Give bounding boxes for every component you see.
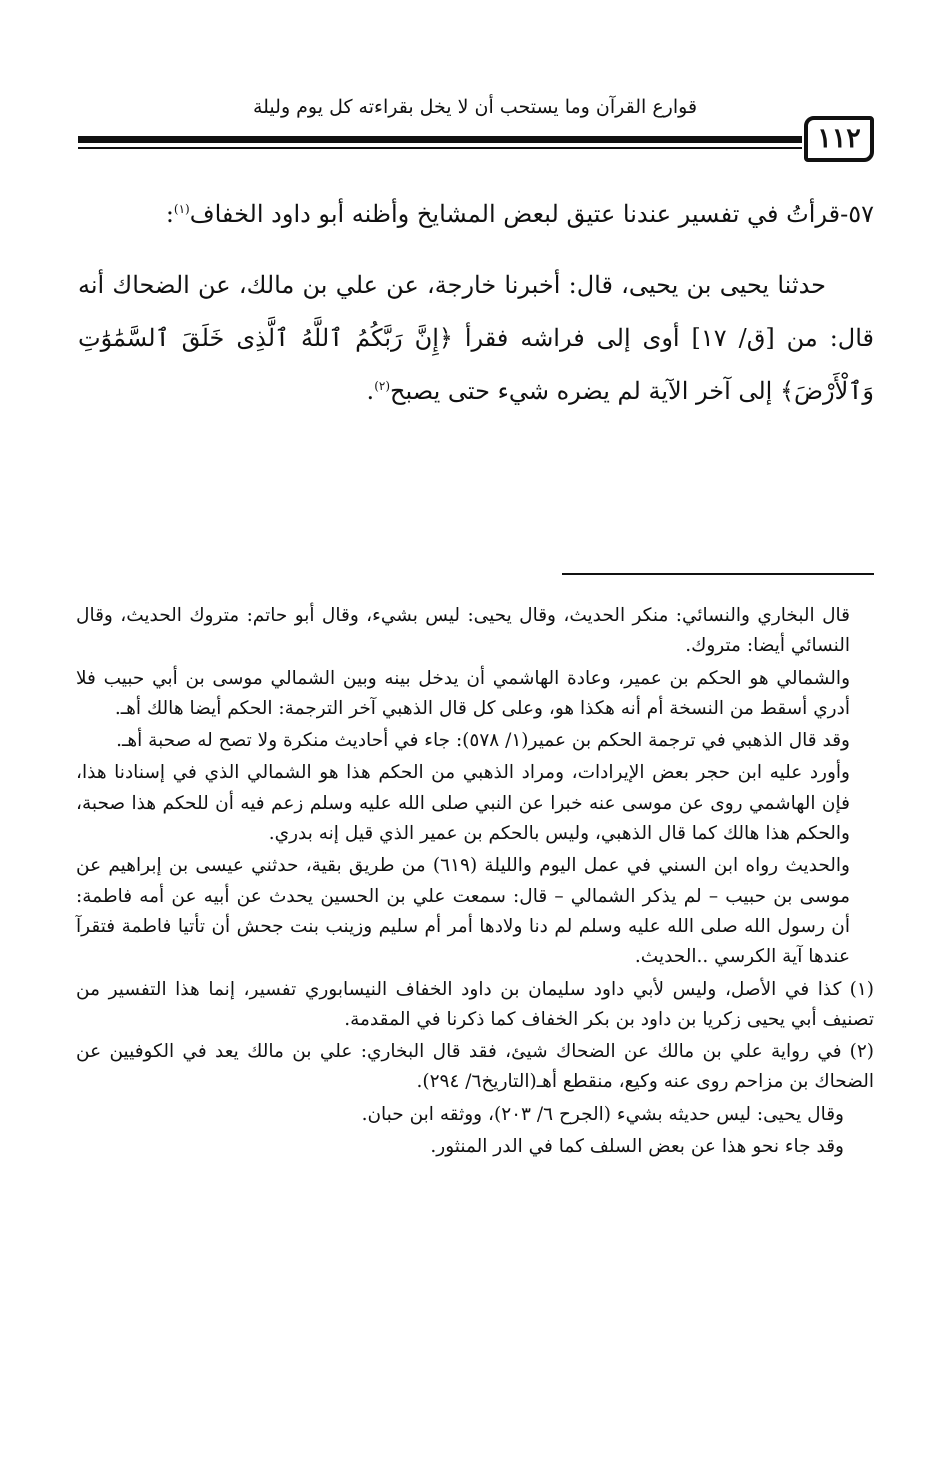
footnote-continuation-3: وقد قال الذهبي في ترجمة الحكم بن عمير(١/ ٥٧٨): جاء في أحاديث منكرة ولا تصح له صحبة أهـ.	[116, 730, 850, 752]
footnote-1	[76, 975, 874, 1036]
hadith-paragraph	[78, 259, 874, 418]
page-number: ١١٢	[804, 116, 874, 162]
hadith-heading-text: ٥٧-قرأتُ في تفسير عندنا عتيق لبعض المشايخ وأظنه أبو داود الخفاف	[189, 200, 874, 228]
footnote-1-text: كذا في الأصل، وليس لأبي داود سليمان بن داود الخفاف النيسابوري تفسير، إنما هذا التفسير من تصنيف أبي يحيى زكريا بن داود بن بكر الخفاف كما ذكرنا في المقدمة.	[76, 978, 874, 1030]
footnote-ref-2: (٢)	[374, 379, 391, 393]
footnotes	[76, 601, 874, 1164]
footnote-2	[76, 1037, 874, 1098]
footnote-continuation-2: والشمالي هو الحكم بن عمير، وعادة الهاشمي أن يدخل بينه وبين الشمالي موسى بن أبي حبيب فلا أدري أسقط من النسخة أم أنه هكذا هو، وعلى كل قال الذهبي آخر الترجمة: الحكم أيضا هالك أهـ.	[76, 667, 850, 719]
hadith-heading	[78, 188, 874, 241]
footnote-ref-1: (١)	[173, 202, 190, 216]
footnote-1-number: (١)	[849, 978, 874, 1000]
paragraph-end: .	[366, 377, 375, 405]
footnote-2-number: (٢)	[849, 1041, 874, 1063]
header-rule-thick	[78, 136, 802, 143]
hadith-paragraph-text: حدثنا يحيى بن يحيى، قال: أخبرنا خارجة، عن علي بن مالك، عن الضحاك أنه قال: من [ق/ ١٧] أوى إلى فراشه فقرأ ﴿إِنَّ رَبَّكُمُ ٱللَّهُ ٱلَّذِى خَلَقَ ٱلسَّمَٰوَٰتِ وَٱلْأَرْضَ﴾ إلى آخر الآية لم يضره شيء حتى يصبح	[78, 271, 875, 405]
footnote-2-text: في رواية علي بن مالك عن الضحاك شيئ، فقد قال البخاري: علي بن مالك يعد في الكوفيين عن الضحاك بن مزاحم روى عنه وكيع، منقطع أهـ(التاريخ٦/ ٢٩٤).	[76, 1041, 874, 1093]
footnote-continuation-4: وأورد عليه ابن حجر بعض الإيرادات، ومراد الذهبي من الحكم هذا هو الشمالي الذي في إسنادنا هذا، فإن الهاشمي روى عن موسى عنه خبرا عن النبي صلى الله عليه وسلم زعم فيه أن للحكم هذا صحبة، والحكم هذا هالك كما قال الذهبي، وليس بالحكم بن عمير الذي قيل إنه بدري.	[76, 762, 850, 845]
header-rule-thin	[78, 147, 802, 149]
running-title: قوارع القرآن وما يستحب أن لا يخل بقراءته كل يوم وليلة	[252, 96, 698, 118]
footnote-continuation-5: والحديث رواه ابن السني في عمل اليوم والليلة (٦١٩) من طريق بقية، حدثني عيسى بن إبراهيم عن موسى بن حبيب – لم يذكر الشمالي – قال: سمعت علي بن الحسين يحدث عن أبيه عن أمه فاطمة: أن رسول الله صلى الله عليه وسلم لم دنا ولادها أمر أم سليم وزينب بنت جحش أن تأتيا فاطمة فتقرآ عندها آية الكرسي ..الحديث.	[76, 855, 850, 968]
heading-colon: :	[165, 200, 174, 228]
footnote-separator	[562, 573, 874, 575]
footnote-2-line-2: وقال يحيى: ليس حديثه بشيء (الجرح ٦/ ٢٠٣)، ووثقه ابن حبان.	[361, 1103, 844, 1125]
main-text	[78, 188, 874, 418]
footnote-2-line-3: وقد جاء نحو هذا عن بعض السلف كما في الدر المنثور.	[430, 1136, 844, 1158]
footnote-continuation-1: قال البخاري والنسائي: منكر الحديث، وقال يحيى: ليس بشيء، وقال أبو حاتم: متروك الحديث، وقال النسائي أيضا: متروك.	[76, 605, 850, 657]
